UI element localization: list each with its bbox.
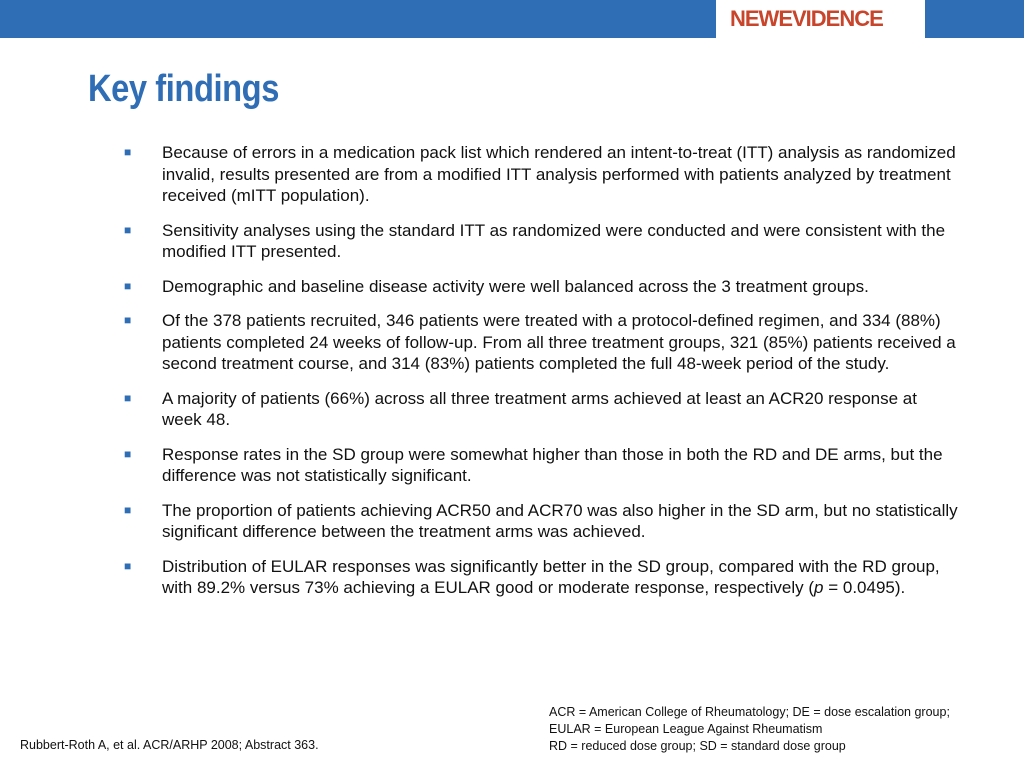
bullet-text-before: Distribution of EULAR responses was significantly better in the SD group, compared with the RD group, with 89.2% versus 73% achieving a EULAR good or moderate response, respectively ( — [162, 556, 940, 597]
page-title: Key findings — [88, 68, 279, 110]
square-bullet-icon: ■ — [124, 558, 132, 573]
square-bullet-icon: ■ — [124, 278, 132, 293]
header-band-left — [0, 0, 716, 38]
abbreviation-line: RD = reduced dose group; SD = standard dose group — [549, 739, 846, 753]
bullet-text-after: = 0.0495). — [823, 578, 906, 597]
square-bullet-icon: ■ — [124, 222, 132, 237]
bullet-text: A majority of patients (66%) across all three treatment arms achieved at least an ACR20 response at week 48. — [162, 388, 917, 429]
list-item — [124, 556, 959, 599]
square-bullet-icon: ■ — [124, 145, 132, 159]
square-bullet-icon: ■ — [124, 446, 132, 461]
bullet-text: Demographic and baseline disease activity were well balanced across the 3 treatment groups. — [162, 276, 869, 296]
list-item — [124, 388, 959, 431]
brand-logo: NEWEVIDENCE — [730, 6, 883, 31]
header-band-right — [925, 0, 1024, 38]
bullet-text: The proportion of patients achieving ACR50 and ACR70 was also higher in the SD arm, but no statistically significant difference between the treatment arms was achieved. — [162, 500, 958, 541]
findings-list — [124, 142, 959, 612]
list-item — [124, 142, 959, 207]
abbreviation-line: ACR = American College of Rheumatology; DE = dose escalation group; — [549, 705, 950, 719]
square-bullet-icon: ■ — [124, 502, 132, 517]
square-bullet-icon: ■ — [124, 313, 132, 327]
abbreviations-footnote — [549, 704, 1019, 755]
square-bullet-icon: ■ — [124, 390, 132, 405]
list-item — [124, 310, 959, 375]
list-item — [124, 444, 959, 487]
reference-citation: Rubbert-Roth A, et al. ACR/ARHP 2008; Abstract 363. — [20, 738, 319, 752]
bullet-text — [162, 557, 940, 598]
list-item — [124, 220, 959, 263]
bullet-text: Sensitivity analyses using the standard ITT as randomized were conducted and were consistent with the modified ITT presented. — [162, 220, 946, 261]
list-item — [124, 276, 959, 298]
abbreviation-line: EULAR = European League Against Rheumatism — [549, 722, 823, 736]
bullet-text: Because of errors in a medication pack list which rendered an intent-to-treat (ITT) analysis as randomized invalid, results presented are from a modified ITT analysis performed with patients analyzed by treatment received (mITT population). — [162, 143, 956, 205]
bullet-text: Of the 378 patients recruited, 346 patients were treated with a protocol-defined regimen, and 334 (88%) patients completed 24 weeks of follow-up. From all three treatment groups, 321 (85%) patients received a second treatment course, and 314 (83%) patients completed the full 48-week period of the study. — [162, 311, 956, 373]
bullet-text: Response rates in the SD group were somewhat higher than those in both the RD and DE arms, but the difference was not statistically significant. — [162, 444, 943, 485]
p-value-symbol: p — [814, 578, 824, 597]
list-item — [124, 500, 959, 543]
